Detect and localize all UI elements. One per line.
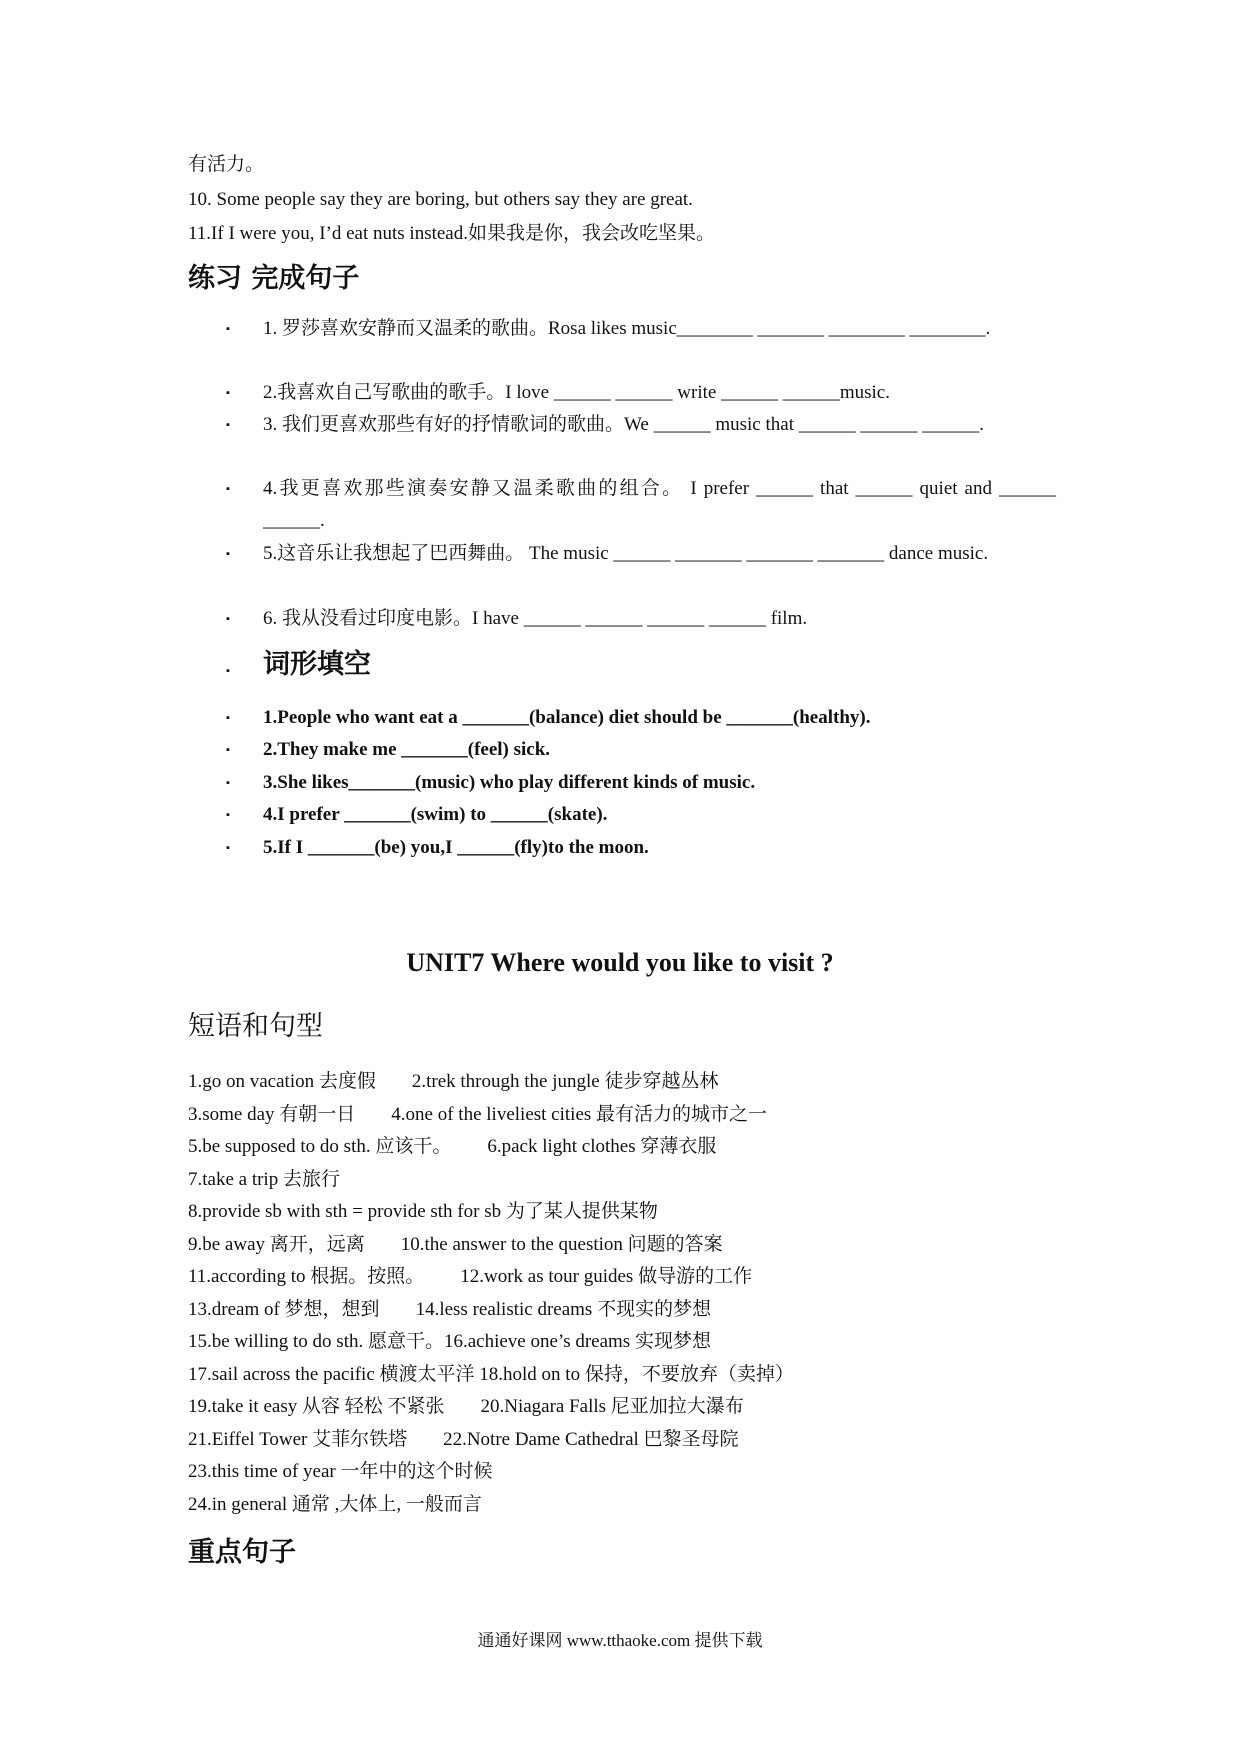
phrase-row	[188, 1167, 376, 1193]
bullet-icon: ▪	[226, 842, 230, 854]
bullet-icon: ▪	[226, 387, 230, 399]
phrase-item: 5.be supposed to do sth. 应该干。	[188, 1136, 452, 1157]
phrase-row	[188, 1362, 830, 1388]
list-item-text: 4.我更喜欢那些演奏安静又温柔歌曲的组合。 I prefer ______ that ______ quiet and ______ ______.	[263, 478, 1056, 531]
phrases-heading: 短语和句型	[188, 1011, 323, 1042]
list-item-text: 5.这音乐让我想起了巴西舞曲。 The music ______ _______ _______ _______ dance music.	[263, 543, 989, 564]
key-sentences-heading: 重点句子	[188, 1537, 296, 1568]
phrase-item: 23.this time of year 一年中的这个时候	[188, 1461, 493, 1482]
phrase-item: 15.be willing to do sth. 愿意干。16.achieve one’s dreams 实现梦想	[188, 1331, 711, 1352]
bullet-icon: ▪	[226, 744, 230, 756]
phrase-row	[188, 1134, 752, 1160]
heading-text: 词形填空	[263, 649, 371, 680]
phrase-row	[188, 1492, 518, 1518]
phrase-item: 24.in general 通常 ,大体上, 一般而言	[188, 1494, 482, 1515]
phrase-item: 11.according to 根据。按照。	[188, 1266, 425, 1287]
phrase-item: 3.some day 有朝一日	[188, 1104, 356, 1125]
bullet-icon: ▪	[226, 323, 230, 335]
phrase-item: 1.go on vacation 去度假	[188, 1071, 376, 1092]
phrase-item: 4.one of the liveliest cities 最有活力的城市之一	[391, 1104, 768, 1125]
phrase-item: 8.provide sb with sth = provide sth for sb 为了某人提供某物	[188, 1201, 658, 1222]
phrase-row	[188, 1069, 754, 1095]
phrase-row	[188, 1199, 694, 1225]
unit-title: UNIT7 Where would you like to visit ?	[406, 948, 834, 977]
bullet-icon: ▪	[226, 548, 230, 560]
phrase-item: 2.trek through the jungle 徒步穿越丛林	[411, 1071, 719, 1092]
list-item-text: 5.If I _______(be) you,I ______(fly)to the moon.	[263, 837, 649, 858]
phrase-row	[188, 1394, 780, 1420]
phrase-item: 9.be away 离开，远离	[188, 1234, 365, 1255]
page-footer: 通通好课网 www.tthaoke.com 提供下载	[477, 1631, 763, 1650]
list-item-text: 1. 罗莎喜欢安静而又温柔的歌曲。Rosa likes music________ _______ ________ ________.	[263, 318, 991, 339]
phrase-item: 13.dream of 梦想，想到	[188, 1299, 380, 1320]
text-line: 11.If I were you, I’d eat nuts instead.如果我是你，我会改吃坚果。	[188, 223, 715, 244]
phrase-row	[188, 1329, 747, 1355]
phrase-item: 22.Notre Dame Cathedral 巴黎圣母院	[443, 1429, 739, 1450]
phrase-item: 20.Niagara Falls 尼亚加拉大瀑布	[480, 1396, 744, 1417]
phrase-row	[188, 1232, 759, 1258]
phrase-item: 21.Eiffel Tower 艾菲尔铁塔	[188, 1429, 408, 1450]
phrase-item: 14.less realistic dreams 不现实的梦想	[415, 1299, 712, 1320]
phrase-item: 19.take it easy 从容 轻松 不紧张	[188, 1396, 445, 1417]
phrase-row	[188, 1102, 803, 1128]
phrase-item: 7.take a trip 去旅行	[188, 1169, 340, 1190]
phrase-row	[188, 1264, 788, 1290]
list-item-text: 3. 我们更喜欢那些有好的抒情歌词的歌曲。We ______ music that ______ ______ ______.	[263, 414, 984, 435]
list-item-text: 3.She likes_______(music) who play different kinds of music.	[263, 772, 756, 793]
text-line: 有活力。	[188, 154, 265, 175]
bullet-icon: ▪	[226, 665, 230, 677]
phrase-item: 10.the answer to the question 问题的答案	[400, 1234, 723, 1255]
phrase-row	[188, 1427, 775, 1453]
phrase-item: 12.work as tour guides 做导游的工作	[460, 1266, 753, 1287]
text-line: 10. Some people say they are boring, but others say they are great.	[188, 189, 693, 210]
list-item-text: 6. 我从没看过印度电影。I have ______ ______ ______ ______ film.	[263, 608, 808, 629]
bullet-icon: ▪	[226, 777, 230, 789]
list-item-text: 4.I prefer _______(swim) to ______(skate).	[263, 804, 608, 825]
list-item-text: 1.People who want eat a _______(balance) diet should be _______(healthy).	[263, 707, 871, 728]
practice-heading: 练习 完成句子	[188, 263, 360, 294]
phrase-item: 6.pack light clothes 穿薄衣服	[487, 1136, 717, 1157]
list-item-text: 2.They make me _______(feel) sick.	[263, 739, 551, 760]
bullet-icon: ▪	[226, 809, 230, 821]
phrase-row	[188, 1459, 529, 1485]
bullet-icon: ▪	[226, 419, 230, 431]
phrase-item: 17.sail across the pacific 横渡太平洋 18.hold on to 保持，不要放弃（卖掉）	[188, 1364, 794, 1385]
list-item-text: 2.我喜欢自己写歌曲的歌手。I love ______ ______ write ______ ______music.	[263, 382, 890, 403]
bullet-icon: ▪	[226, 613, 230, 625]
bullet-icon: ▪	[226, 712, 230, 724]
bullet-icon: ▪	[226, 483, 230, 495]
phrase-row	[188, 1297, 747, 1323]
